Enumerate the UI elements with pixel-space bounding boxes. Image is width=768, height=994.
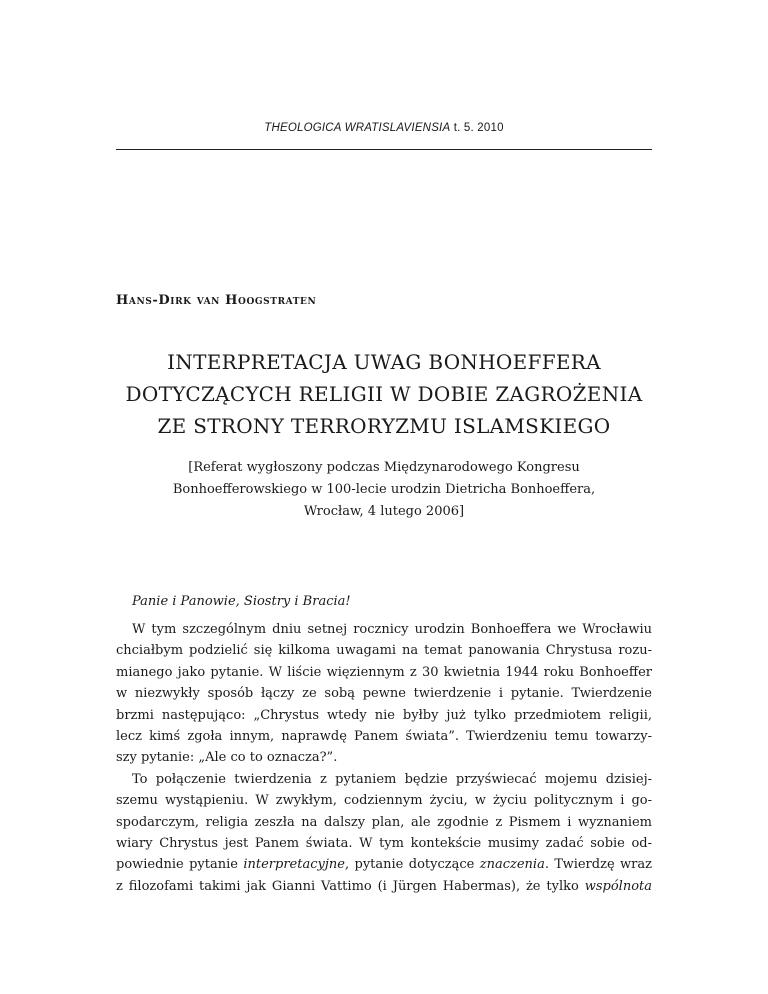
emphasis-wspolnota: wspólnota: [584, 878, 652, 894]
text-line: brzmi następująco: „Chrystus wtedy nie byłby już tylko przedmiotem religii,: [116, 707, 652, 723]
text-fragment: powiednie pytanie: [116, 857, 244, 873]
journal-name: THEOLOGICA WRATISLAVIENSIA: [264, 122, 451, 134]
text-line: W tym szczególnym dniu setnej rocznicy urodzin Bonhoeffera we Wrocławiu: [132, 622, 652, 637]
header-rule: [116, 149, 652, 150]
title-line: DOTYCZĄCYCH RELIGII W DOBIE ZAGROŻENIA: [125, 382, 643, 406]
text-line: w niezwykły sposób łączy ze sobą pewne twierdzenie i pytanie. Twierdzenie: [116, 686, 652, 702]
text-line: chciałbym podzielić się kilkoma uwagami na temat panowania Chrystusa rozu-: [116, 643, 652, 659]
emphasis-interpretacyjne: interpretacyjne: [243, 857, 345, 873]
note-line: Wrocław, 4 lutego 2006]: [303, 504, 465, 519]
text-line: lecz kimś zgoła innym, naprawdę Panem świata”. Twierdzeniu temu towarzy-: [116, 729, 652, 745]
note-line: Bonhoefferowskiego w 100-lecie urodzin Dietricha Bonhoeffera,: [172, 482, 596, 497]
text-line: mianego jako pytanie. W liście więziennym z 30 kwietnia 1944 roku Bonhoeffer: [116, 664, 652, 680]
text-line: szy pytanie: „Ale co to oznacza?”.: [116, 750, 338, 766]
article-title: [100, 346, 668, 442]
journal-volume: t. 5. 2010: [453, 122, 504, 134]
journal-header: [116, 122, 652, 134]
emphasis-znaczenia: znaczenia: [479, 857, 545, 873]
salutation: Panie i Panowie, Siostry i Bracia!: [132, 594, 351, 609]
title-line: ZE STRONY TERRORYZMU ISLAMSKIEGO: [157, 414, 611, 438]
lecture-note: [116, 457, 652, 523]
note-line: [Referat wygłoszony podczas Międzynarodowego Kongresu: [188, 460, 580, 475]
text-line: [116, 876, 652, 897]
text-fragment: , pytanie dotyczące: [344, 857, 480, 873]
text-line: wiary Chrystus jest Panem świata. W tym kontekście musimy zadać sobie od-: [116, 836, 652, 852]
body-text: [116, 619, 652, 897]
text-line: szemu wystąpieniu. W zwykłym, codziennym życiu, w życiu politycznym i go-: [116, 793, 652, 809]
text-line: spodarczym, religia zeszła na dalszy plan, ale zgodnie z Pismem i wyznaniem: [116, 814, 652, 830]
text-fragment: z filozofami takimi jak Gianni Vattimo (i Jürgen Habermas), że tylko: [116, 878, 585, 894]
text-fragment: . Twierdzę wraz: [544, 857, 652, 873]
title-line: INTERPRETACJA UWAG BONHOEFFERA: [167, 350, 601, 374]
text-line: [116, 854, 652, 875]
text-line: To połączenie twierdzenia z pytaniem będzie przyświecać mojemu dzisiej-: [132, 771, 652, 787]
author-name: Hans-Dirk van Hoogstraten: [116, 293, 317, 308]
